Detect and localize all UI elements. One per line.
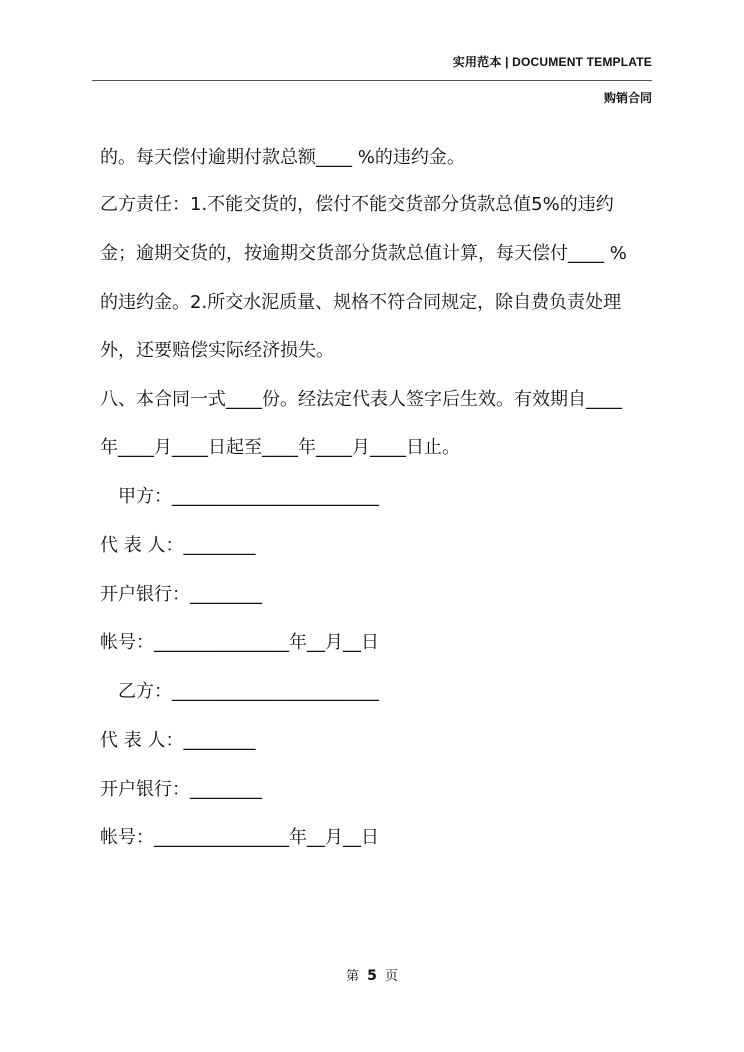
body-line: 的。每天偿付逾期付款总额____ %的违约金。 bbox=[100, 147, 465, 168]
header-subtitle: 购销合同 bbox=[603, 91, 652, 105]
page-number: 5 bbox=[367, 968, 377, 984]
party-b-name: 乙方：_______________________ bbox=[118, 681, 379, 702]
page-number-suffix: 页 bbox=[385, 969, 399, 984]
party-a-name: 甲方：_______________________ bbox=[118, 486, 379, 507]
party-a-bank: 开户银行：________ bbox=[100, 584, 262, 605]
party-b-account: 帐号：_______________年__月__日 bbox=[100, 827, 379, 848]
body-line: 八、本合同一式____份。经法定代表人签字后生效。有效期自____ bbox=[100, 389, 622, 410]
page-number-prefix: 第 bbox=[345, 969, 359, 984]
body-line: 年____月____日起至____年____月____日止。 bbox=[100, 437, 460, 458]
body-line: 的违约金。2.所交水泥质量、规格不符合同规定，除自费负责处理 bbox=[100, 292, 622, 313]
party-b-representative: 代 表 人：________ bbox=[100, 730, 256, 751]
body-line: 外，还要赔偿实际经济损失。 bbox=[100, 340, 334, 361]
header-title: 实用范本 | DOCUMENT TEMPLATE bbox=[452, 55, 652, 69]
header-divider bbox=[92, 80, 652, 81]
party-a-account: 帐号：_______________年__月__日 bbox=[100, 632, 379, 653]
party-b-bank: 开户银行：________ bbox=[100, 779, 262, 800]
party-a-representative: 代 表 人：________ bbox=[100, 535, 256, 556]
page-footer bbox=[0, 965, 744, 984]
body-line: 乙方责任：1.不能交货的，偿付不能交货部分货款总值5%的违约 bbox=[100, 194, 614, 215]
body-line: 金；逾期交货的，按逾期交货部分货款总值计算，每天偿付____ % bbox=[100, 243, 627, 264]
